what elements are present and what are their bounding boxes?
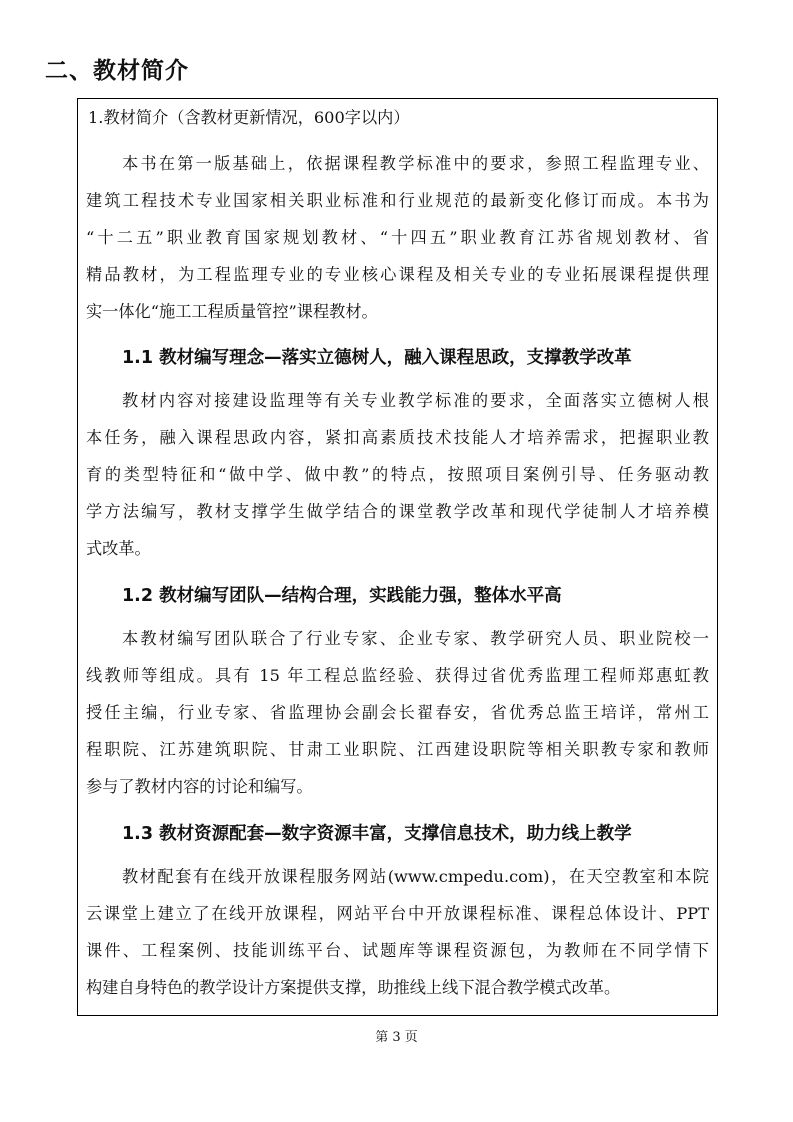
text-line: 实一体化“施工工程质量管控”课程教材。 [86, 302, 378, 321]
text-line: 式改革。 [86, 539, 151, 558]
text-line: 云课堂上建立了在线开放课程，网站平台中开放课程标准、课程总体设计、PPT [86, 904, 709, 923]
content-frame [77, 98, 718, 1016]
text-line: 学方法编写，教材支撑学生做学结合的课堂教学改革和现代学徒制人才培养模 [86, 502, 709, 521]
text-line: 教材内容对接建设监理等有关专业教学标准的要求，全面落实立德树人根 [122, 391, 709, 410]
text-line: “十二五”职业教育国家规划教材、“十四五”职业教育江苏省规划教材、省 [86, 228, 709, 247]
page-number: 第 3 页 [375, 1030, 418, 1045]
text-line: 程职院、江苏建筑职院、甘肃工业职院、江西建设职院等相关职教专家和教师 [86, 740, 709, 759]
text-line: 育的类型特征和“做中学、做中教”的特点，按照项目案例引导、任务驱动教 [86, 465, 709, 484]
text-line: 教材配套有在线开放课程服务网站(www.cmpedu.com)，在天空教室和本院 [122, 867, 709, 886]
subsection-heading: 1.3 教材资源配套—数字资源丰富，支撑信息技术，助力线上教学 [122, 824, 632, 844]
box-title: 1.教材简介（含教材更新情况，600字以内） [88, 108, 410, 127]
text-line: 课件、工程案例、技能训练平台、试题库等课程资源包，为教师在不同学情下 [86, 941, 709, 960]
subsection-heading: 1.1 教材编写理念—落实立德树人，融入课程思政，支撑教学改革 [122, 348, 632, 368]
text-line: 构建自身特色的教学设计方案提供支撑，助推线上线下混合教学模式改革。 [86, 978, 621, 997]
text-line: 参与了教材内容的讨论和编写。 [86, 777, 313, 796]
text-line: 建筑工程技术专业国家相关职业标准和行业规范的最新变化修订而成。本书为 [86, 191, 709, 210]
text-line: 本书在第一版基础上，依据课程教学标准中的要求，参照工程监理专业、 [122, 154, 709, 173]
section-heading: 二、教材简介 [45, 58, 189, 84]
text-line: 精品教材，为工程监理专业的专业核心课程及相关专业的专业拓展课程提供理 [86, 265, 709, 284]
text-line: 授任主编，行业专家、省监理协会副会长翟春安，省优秀总监王培详，常州工 [86, 703, 709, 722]
text-line: 本教材编写团队联合了行业专家、企业专家、教学研究人员、职业院校一 [122, 629, 709, 648]
text-line: 线教师等组成。具有 15 年工程总监经验、获得过省优秀监理工程师郑惠虹教 [86, 666, 709, 685]
text-line: 本任务，融入课程思政内容，紧扣高素质技术技能人才培养需求，把握职业教 [86, 428, 709, 447]
subsection-heading: 1.2 教材编写团队—结构合理，实践能力强，整体水平高 [122, 586, 562, 606]
